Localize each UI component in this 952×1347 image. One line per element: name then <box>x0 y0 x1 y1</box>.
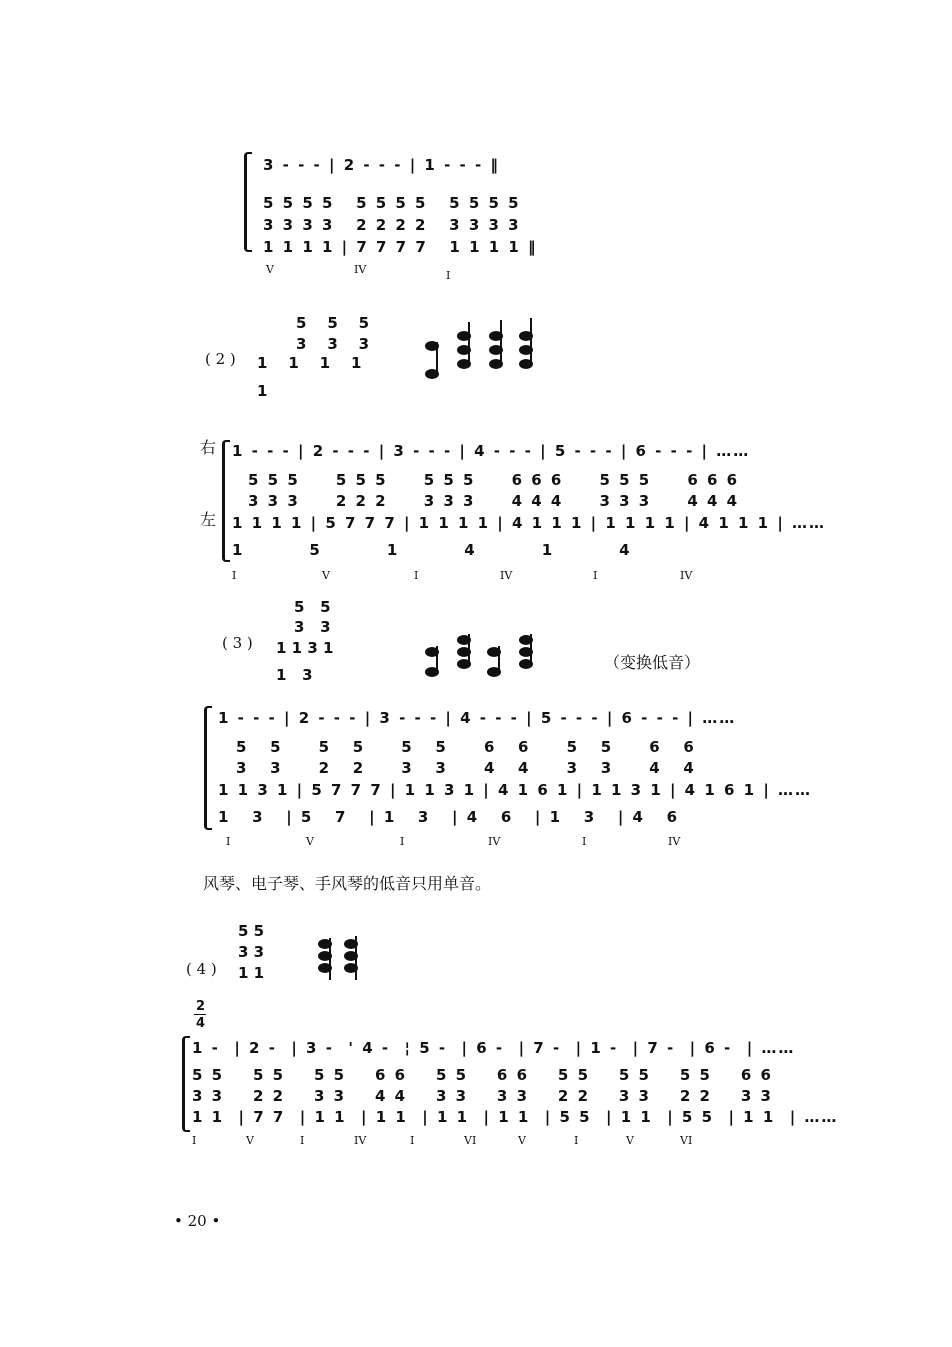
section2-chord-2: V <box>322 569 330 582</box>
rhythm-pattern-3-icon <box>422 632 552 682</box>
time-signature-bottom: 4 <box>196 1016 206 1031</box>
section3-upper: 5 5 5 5 5 5 6 6 5 5 6 6 <box>236 738 696 756</box>
pattern3-middle: 3 3 <box>294 618 331 636</box>
pattern3-lower: 1 1 3 1 <box>276 639 334 657</box>
section1-melody: 3 - - - | 2 - - - | 1 - - - ‖ <box>263 156 500 174</box>
section2-chord-3: I <box>414 569 419 582</box>
section4-chord-5: I <box>410 1134 415 1147</box>
pattern4-middle: 3 3 <box>238 943 265 961</box>
section2-chord-4: IV <box>500 569 513 582</box>
section3-chord-2: V <box>306 835 314 848</box>
section1-chord-3: I <box>446 269 451 282</box>
brace-section4 <box>182 1036 190 1132</box>
section1-chord-2: IV <box>354 263 367 276</box>
rhythm-pattern-4-icon <box>315 934 365 984</box>
section4-chord-8: I <box>574 1134 579 1147</box>
section2-bass: 1 5 1 4 1 4 <box>232 541 632 559</box>
pattern3-bass: 1 3 <box>276 666 313 684</box>
section3-chord-6: IV <box>668 835 681 848</box>
pattern2-upper: 5 5 5 <box>296 314 370 332</box>
section4-chord-2: V <box>246 1134 254 1147</box>
section4-upper: 5 5 5 5 5 5 6 6 5 5 6 6 5 5 5 5 5 5 6 6 <box>192 1066 773 1084</box>
pattern3-upper: 5 5 <box>294 598 331 616</box>
time-signature-top: 2 <box>196 999 206 1014</box>
pattern4-label: ( 4 ) <box>186 960 217 978</box>
section3-middle: 3 3 2 2 3 3 4 4 3 3 4 4 <box>236 759 696 777</box>
brace-section1 <box>244 152 252 252</box>
pattern2-lower: 1 1 1 1 <box>257 354 362 372</box>
section2-melody: 1 - - - | 2 - - - | 3 - - - | 4 - - - | 5 - - - | 6 - - - | …… <box>232 442 751 460</box>
pattern4-lower: 1 1 <box>238 964 265 982</box>
brace-section2 <box>222 440 230 562</box>
section4-chord-7: V <box>518 1134 526 1147</box>
section3-lower: 1 1 3 1 | 5 7 7 7 | 1 1 3 1 | 4 1 6 1 | 1 1 3 1 | 4 1 6 1 | …… <box>218 781 813 799</box>
page-number: • 20 • <box>174 1212 221 1230</box>
pattern3-note: （变换低音） <box>604 653 701 672</box>
section1-lower: 1 1 1 1 | 7 7 7 7 1 1 1 1 ‖ <box>263 238 538 256</box>
section3-melody: 1 - - - | 2 - - - | 3 - - - | 4 - - - | 5 - - - | 6 - - - | …… <box>218 709 737 727</box>
section3-chord-1: I <box>226 835 231 848</box>
section3-chord-5: I <box>582 835 587 848</box>
section1-middle: 3 3 3 3 2 2 2 2 3 3 3 3 <box>263 216 521 234</box>
section4-chord-1: I <box>192 1134 197 1147</box>
section3-bass: 1 3 | 5 7 | 1 3 | 4 6 | 1 3 | 4 6 <box>218 808 680 826</box>
pattern2-label: ( 2 ) <box>205 350 236 368</box>
section2-middle: 3 3 3 2 2 2 3 3 3 4 4 4 3 3 3 4 4 4 <box>248 492 740 510</box>
section4-lower: 1 1 | 7 7 | 1 1 | 1 1 | 1 1 | 1 1 | 5 5 | 1 1 | 5 5 | 1 1 | …… <box>192 1108 839 1126</box>
section4-melody: 1 - | 2 - | 3 - ' 4 - ¦ 5 - | 6 - | 7 - | 1 - | 7 - | 6 - | …… <box>192 1039 796 1057</box>
section1-upper: 5 5 5 5 5 5 5 5 5 5 5 5 <box>263 194 521 212</box>
left-hand-label: 左 <box>200 510 217 529</box>
pattern2-middle: 3 3 3 <box>296 335 370 353</box>
rhythm-pattern-2-icon <box>420 316 540 386</box>
section2-upper: 5 5 5 5 5 5 5 5 5 6 6 6 5 5 5 6 6 6 <box>248 471 740 489</box>
section4-middle: 3 3 2 2 3 3 4 4 3 3 3 3 2 2 3 3 2 2 3 3 <box>192 1087 773 1105</box>
right-hand-label: 右 <box>200 438 217 457</box>
section4-chord-4: IV <box>354 1134 367 1147</box>
section3-chord-4: IV <box>488 835 501 848</box>
time-signature-line <box>194 1014 206 1015</box>
section2-chord-1: I <box>232 569 237 582</box>
brace-section3 <box>204 706 212 830</box>
section2-chord-6: IV <box>680 569 693 582</box>
section4-chord-9: V <box>626 1134 634 1147</box>
section1-chord-1: V <box>266 263 274 276</box>
instruction-text: 风琴、电子琴、手风琴的低音只用单音。 <box>203 874 492 893</box>
section2-lower: 1 1 1 1 | 5 7 7 7 | 1 1 1 1 | 4 1 1 1 | 1 1 1 1 | 4 1 1 1 | …… <box>232 514 827 532</box>
section4-chord-6: VI <box>464 1134 477 1147</box>
section2-chord-5: I <box>593 569 598 582</box>
section4-chord-3: I <box>300 1134 305 1147</box>
pattern3-label: ( 3 ) <box>222 634 253 652</box>
section4-chord-10: VI <box>680 1134 693 1147</box>
section3-chord-3: I <box>400 835 405 848</box>
pattern2-bass: 1 <box>257 382 268 400</box>
pattern4-upper: 5 5 <box>238 922 265 940</box>
